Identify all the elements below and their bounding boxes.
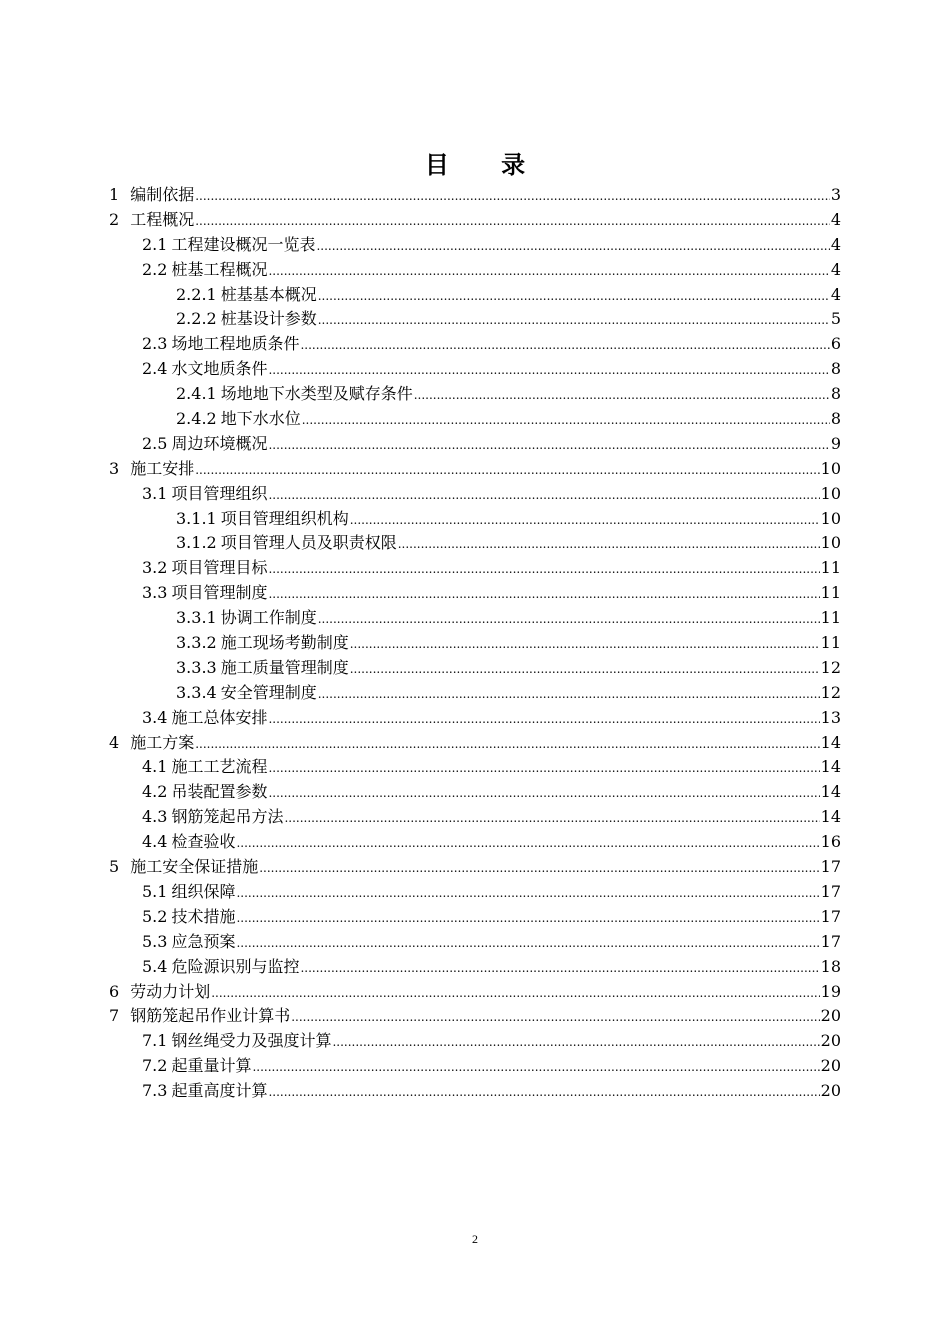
toc-dot-leader — [350, 631, 820, 657]
toc-entry-page: 8 — [830, 359, 841, 379]
toc-entry-page: 4 — [830, 284, 841, 304]
toc-entry-page: 8 — [830, 384, 841, 404]
toc-entry[interactable] — [109, 855, 841, 880]
toc-entry-number: 1 — [109, 185, 120, 204]
toc-entry[interactable] — [109, 955, 841, 980]
toc-dot-leader — [236, 905, 819, 931]
toc-entry-title: 应急预案 — [171, 931, 236, 951]
toc-dot-leader — [268, 1079, 819, 1105]
toc-entry-number: 3.2 — [142, 558, 168, 578]
toc-entry-title: 起重量计算 — [171, 1056, 252, 1076]
toc-dot-leader — [332, 1029, 819, 1055]
toc-entry[interactable] — [109, 183, 841, 208]
toc-entry-number: 4.3 — [142, 807, 168, 827]
toc-entry-number: 3.3.2 — [176, 633, 217, 653]
toc-entry[interactable] — [109, 307, 841, 332]
toc-dot-leader — [318, 307, 830, 333]
toc-entry-title: 项目管理制度 — [171, 583, 268, 603]
toc-dot-leader — [318, 606, 820, 632]
toc-entry[interactable] — [109, 233, 841, 258]
toc-entry-title: 危险源识别与监控 — [171, 956, 300, 976]
page-number: 2 — [472, 1232, 478, 1246]
toc-dot-leader — [268, 706, 819, 732]
toc-entry[interactable] — [109, 457, 841, 482]
toc-dot-leader — [259, 855, 819, 881]
toc-entry-title: 项目管理目标 — [171, 558, 268, 578]
toc-entry-title: 施工安全保证措施 — [130, 857, 259, 877]
toc-dot-leader — [252, 1054, 819, 1080]
toc-entry-title: 项目管理组织 — [171, 483, 268, 503]
toc-entry-number: 7.2 — [142, 1056, 168, 1076]
toc-entry[interactable] — [109, 980, 841, 1005]
toc-entry-page: 14 — [820, 807, 841, 827]
toc-entry[interactable] — [109, 258, 841, 283]
toc-entry-title: 工程建设概况一览表 — [171, 234, 316, 254]
toc-entry-number: 4 — [109, 732, 120, 752]
toc-entry-page: 12 — [820, 657, 841, 677]
toc-dot-leader — [236, 930, 819, 956]
toc-entry[interactable] — [109, 357, 841, 382]
toc-entry-page: 17 — [820, 906, 841, 926]
toc-dot-leader — [236, 830, 819, 856]
toc-entry-page: 11 — [820, 583, 841, 603]
toc-entry[interactable] — [109, 531, 841, 556]
toc-entry[interactable] — [109, 830, 841, 855]
toc-entry-title: 检查验收 — [171, 832, 236, 852]
toc-entry-number: 3.3.1 — [176, 608, 217, 628]
toc-entry-title: 水文地质条件 — [171, 359, 268, 379]
toc-entry-page: 20 — [820, 1031, 841, 1051]
toc-entry[interactable] — [109, 1029, 841, 1054]
toc-entry-page: 18 — [820, 956, 841, 976]
toc-dot-leader — [268, 556, 819, 582]
toc-dot-leader — [268, 357, 829, 383]
toc-entry[interactable] — [109, 556, 841, 581]
toc-entry-title: 场地地下水类型及赋存条件 — [220, 384, 413, 404]
toc-entry[interactable] — [109, 706, 841, 731]
toc-entry-number: 3 — [109, 458, 120, 478]
toc-entry-page: 14 — [820, 732, 841, 752]
toc-entry-page: 8 — [830, 409, 841, 429]
toc-entry-title: 场地工程地质条件 — [171, 334, 300, 354]
toc-entry[interactable] — [109, 681, 841, 706]
toc-dot-leader — [268, 258, 829, 284]
toc-dot-leader — [211, 980, 819, 1006]
toc-entry[interactable] — [109, 208, 841, 233]
toc-dot-leader — [195, 457, 819, 483]
toc-entry-title: 施工现场考勤制度 — [220, 633, 349, 653]
toc-entry-title: 桩基设计参数 — [220, 309, 317, 329]
toc-entry[interactable] — [109, 581, 841, 606]
toc-entry-number: 5.2 — [142, 906, 168, 926]
toc-entry-page: 12 — [820, 682, 841, 702]
toc-entry-page: 6 — [830, 334, 841, 354]
toc-entry-number: 3.3.3 — [176, 657, 217, 677]
toc-entry-page: 17 — [820, 931, 841, 951]
toc-entry-title: 地下水水位 — [220, 409, 301, 429]
toc-entry-title: 项目管理组织机构 — [220, 508, 349, 528]
toc-entry-number: 5.4 — [142, 956, 168, 976]
toc-entry-title: 施工质量管理制度 — [220, 657, 349, 677]
toc-entry[interactable] — [109, 930, 841, 955]
toc-dot-leader — [291, 1004, 819, 1030]
toc-entry-title: 安全管理制度 — [220, 682, 317, 702]
toc-entry-number: 5.3 — [142, 931, 168, 951]
toc-dot-leader — [350, 507, 820, 533]
toc-dot-leader — [350, 656, 820, 682]
toc-entry-number: 3.3 — [142, 583, 168, 603]
toc-entry-number: 3.4 — [142, 707, 168, 727]
toc-entry-title: 吊装配置参数 — [171, 782, 268, 802]
toc-entry-title: 工程概况 — [130, 209, 195, 229]
toc-dot-leader — [268, 780, 819, 806]
toc-dot-leader — [268, 581, 819, 607]
toc-entry-number: 2.3 — [142, 334, 168, 354]
table-of-contents — [109, 183, 841, 1104]
toc-entry-page: 19 — [820, 981, 841, 1001]
toc-entry-number: 6 — [109, 981, 120, 1001]
toc-entry-title: 周边环境概况 — [171, 433, 268, 453]
toc-entry-number: 7 — [109, 1006, 120, 1026]
toc-entry-page: 11 — [820, 608, 841, 628]
toc-dot-leader — [414, 382, 830, 408]
toc-entry-title: 协调工作制度 — [220, 608, 317, 628]
toc-entry[interactable] — [109, 731, 841, 756]
toc-entry-number: 2.4.2 — [176, 409, 217, 429]
toc-title: 目 录 — [424, 150, 548, 179]
toc-entry-page: 10 — [820, 533, 841, 553]
toc-entry-page: 11 — [820, 633, 841, 653]
toc-entry-title: 项目管理人员及职责权限 — [220, 533, 397, 553]
toc-entry[interactable] — [109, 780, 841, 805]
toc-entry-title: 钢丝绳受力及强度计算 — [171, 1031, 332, 1051]
toc-dot-leader — [268, 755, 819, 781]
toc-dot-leader — [268, 482, 819, 508]
toc-entry-page: 4 — [830, 209, 841, 229]
toc-entry-page: 11 — [820, 558, 841, 578]
toc-entry-page: 9 — [830, 433, 841, 453]
toc-entry-title: 技术措施 — [171, 906, 236, 926]
toc-entry-number: 7.1 — [142, 1031, 168, 1051]
toc-entry-number: 2.2.1 — [176, 284, 217, 304]
toc-entry-page: 3 — [830, 185, 841, 204]
toc-dot-leader — [300, 332, 829, 358]
toc-entry-page: 4 — [830, 259, 841, 279]
toc-entry[interactable] — [109, 656, 841, 681]
toc-entry[interactable] — [109, 432, 841, 457]
toc-entry-title: 起重高度计算 — [171, 1081, 268, 1101]
toc-entry-page: 5 — [830, 309, 841, 329]
toc-dot-leader — [195, 183, 830, 209]
toc-entry[interactable] — [109, 755, 841, 780]
toc-entry-number: 2 — [109, 209, 120, 229]
toc-entry[interactable] — [109, 1004, 841, 1029]
toc-entry-number: 2.5 — [142, 433, 168, 453]
toc-dot-leader — [284, 805, 819, 831]
toc-entry-number: 3.3.4 — [176, 682, 217, 702]
toc-entry-number: 3.1.2 — [176, 533, 217, 553]
toc-dot-leader — [268, 432, 829, 458]
toc-entry-number: 5 — [109, 857, 120, 877]
toc-entry[interactable] — [109, 880, 841, 905]
toc-entry-number: 2.2 — [142, 259, 168, 279]
toc-dot-leader — [318, 681, 820, 707]
toc-entry-page: 10 — [820, 483, 841, 503]
toc-dot-leader — [195, 731, 819, 757]
toc-entry-number: 4.4 — [142, 832, 168, 852]
toc-entry-number: 4.2 — [142, 782, 168, 802]
toc-dot-leader — [316, 233, 829, 259]
toc-dot-leader — [302, 407, 830, 433]
toc-entry-number: 4.1 — [142, 757, 168, 777]
toc-entry-title: 施工总体安排 — [171, 707, 268, 727]
toc-dot-leader — [236, 880, 819, 906]
toc-entry-title: 钢筋笼起吊作业计算书 — [130, 1006, 291, 1026]
toc-entry-title: 编制依据 — [130, 185, 195, 204]
toc-entry-page: 14 — [820, 782, 841, 802]
toc-entry-page: 13 — [820, 707, 841, 727]
toc-entry-page: 20 — [820, 1081, 841, 1101]
toc-entry[interactable] — [109, 407, 841, 432]
toc-entry[interactable] — [109, 507, 841, 532]
toc-entry[interactable] — [109, 382, 841, 407]
toc-entry-page: 17 — [820, 881, 841, 901]
toc-entry-title: 桩基基本概况 — [220, 284, 317, 304]
toc-entry[interactable] — [109, 332, 841, 357]
toc-dot-leader — [398, 531, 820, 557]
toc-entry-title: 钢筋笼起吊方法 — [171, 807, 284, 827]
toc-entry-page: 20 — [820, 1056, 841, 1076]
toc-entry-number: 7.3 — [142, 1081, 168, 1101]
toc-entry[interactable] — [109, 482, 841, 507]
toc-entry-title: 施工工艺流程 — [171, 757, 268, 777]
toc-entry[interactable] — [109, 631, 841, 656]
toc-entry-page: 4 — [830, 234, 841, 254]
toc-entry-page: 14 — [820, 757, 841, 777]
toc-dot-leader — [195, 208, 830, 234]
toc-entry-page: 16 — [820, 832, 841, 852]
toc-dot-leader — [300, 955, 819, 981]
toc-entry-page: 10 — [820, 508, 841, 528]
toc-entry-number: 2.2.2 — [176, 309, 217, 329]
toc-entry-title: 劳动力计划 — [130, 981, 211, 1001]
toc-entry-number: 2.4 — [142, 359, 168, 379]
toc-entry[interactable] — [109, 606, 841, 631]
toc-entry[interactable] — [109, 905, 841, 930]
toc-entry-title: 施工安排 — [130, 458, 195, 478]
toc-entry-page: 10 — [820, 458, 841, 478]
toc-entry[interactable] — [109, 805, 841, 830]
toc-entry-title: 施工方案 — [130, 732, 195, 752]
toc-entry-page: 20 — [820, 1006, 841, 1026]
toc-entry-number: 3.1 — [142, 483, 168, 503]
toc-entry-title: 桩基工程概况 — [171, 259, 268, 279]
toc-entry-page: 17 — [820, 857, 841, 877]
toc-entry-number: 2.1 — [142, 234, 168, 254]
toc-entry-number: 5.1 — [142, 881, 168, 901]
toc-entry-title: 组织保障 — [171, 881, 236, 901]
toc-entry[interactable] — [109, 283, 841, 308]
toc-dot-leader — [318, 283, 830, 309]
toc-entry-number: 2.4.1 — [176, 384, 217, 404]
toc-entry[interactable] — [109, 1054, 841, 1079]
toc-entry-number: 3.1.1 — [176, 508, 217, 528]
toc-entry[interactable] — [109, 1079, 841, 1104]
